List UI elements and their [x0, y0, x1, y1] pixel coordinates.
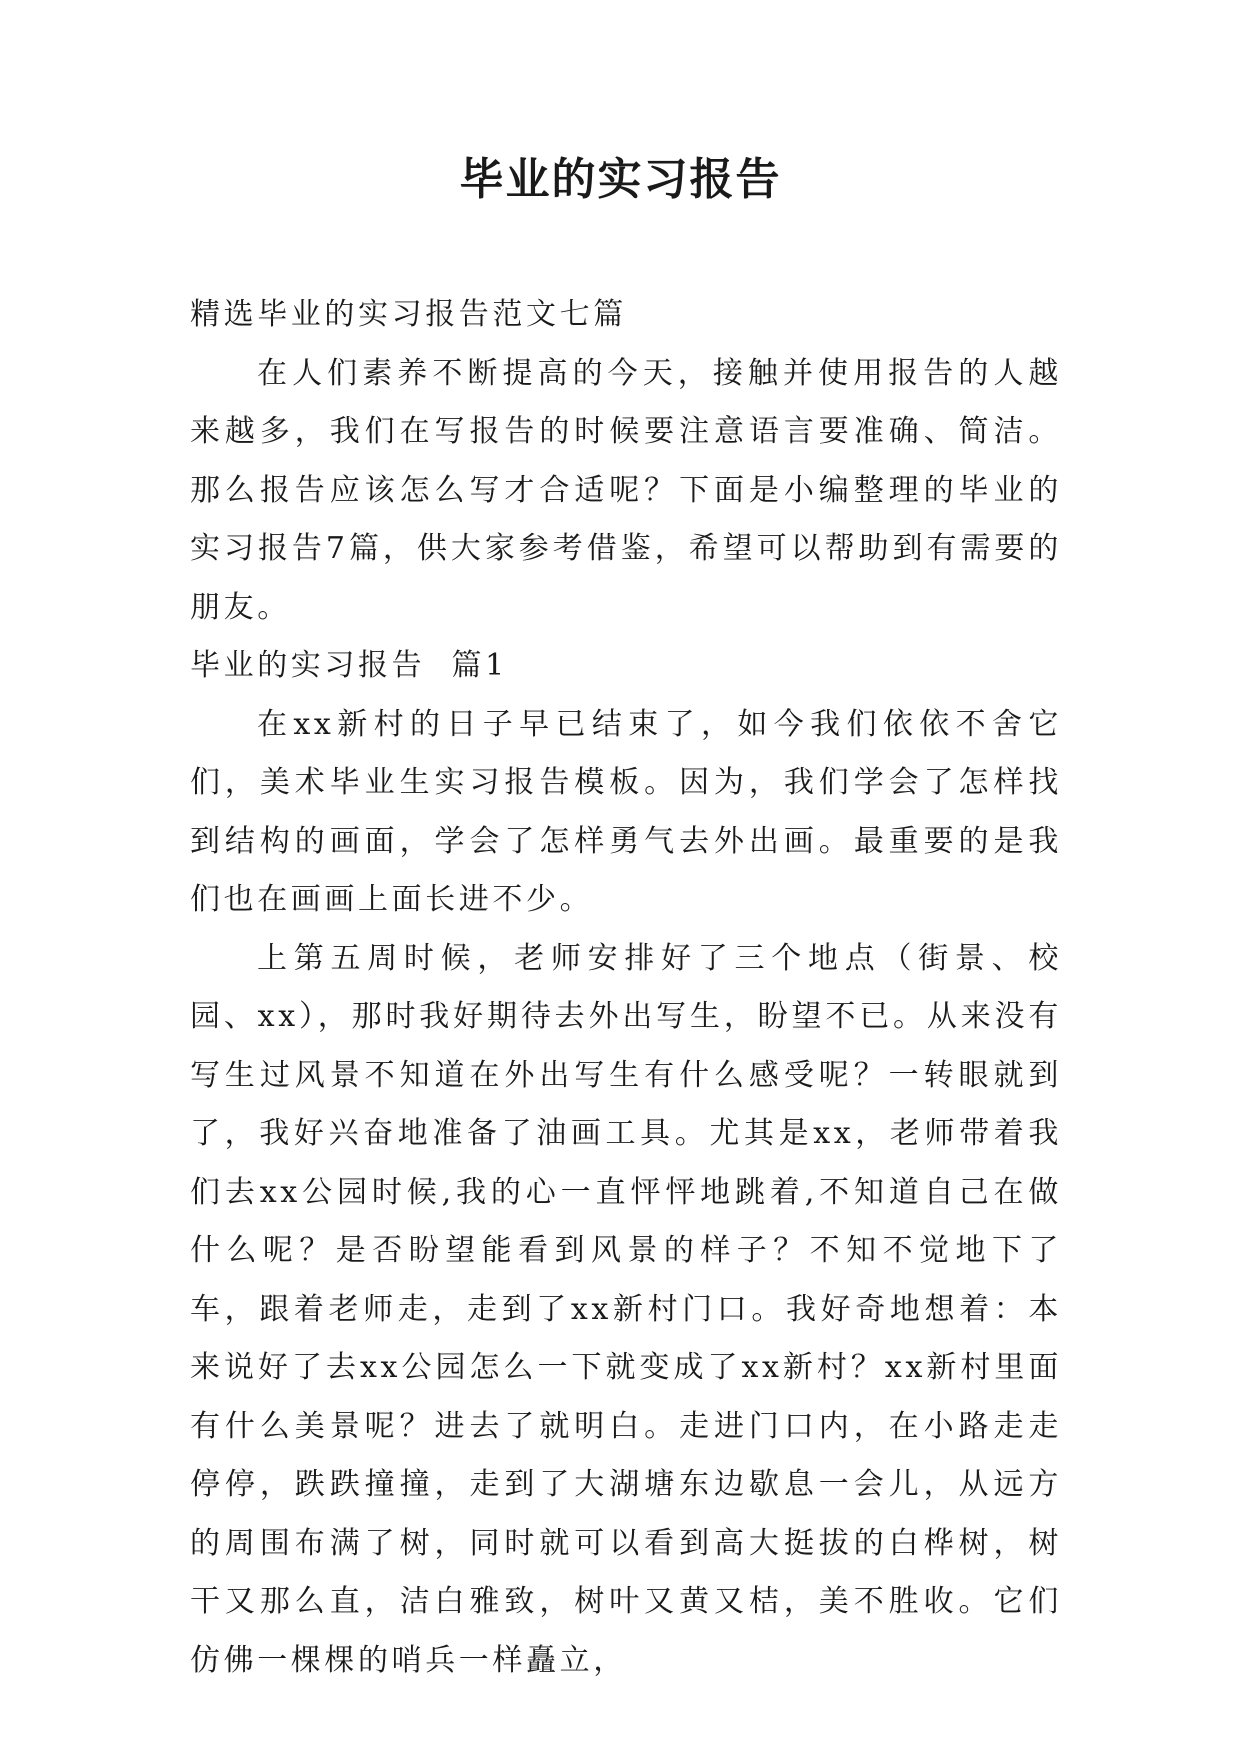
- body-paragraph: 上第五周时候，老师安排好了三个地点（街景、校园、xx），那时我好期待去外出写生，盼望不已。从来没有写生过风景不知道在外出写生有什么感受呢？一转眼就到了，我好兴奋地准备了油画工具。尤其是xx，老师带着我们去xx公园时候,我的心一直怦怦地跳着,不知道自己在做什么呢？是否盼望能看到风景的样子？不知不觉地下了车，跟着老师走，走到了xx新村门口。我好奇地想着：本来说好了去xx公园怎么一下就变成了xx新村？xx新村里面有什么美景呢？进去了就明白。走进门口内，在小路走走停停，跌跌撞撞，走到了大湖塘东边歇息一会儿，从远方的周围布满了树，同时就可以看到高大挺拔的白桦树，树干又那么直，洁白雅致，树叶又黄又桔，美不胜收。它们仿佛一棵棵的哨兵一样矗立，: [190, 940, 1062, 1678]
- body-paragraph: 在xx新村的日子早已结束了，如今我们依依不舍它们，美术毕业生实习报告模板。因为，我们学会了怎样找到结构的画面，学会了怎样勇气去外出画。最重要的是我们也在画画上面长进不少。: [190, 706, 1062, 917]
- section-heading: 毕业的实习报告 篇1: [190, 648, 508, 683]
- intro-paragraph: 在人们素养不断提高的今天，接触并使用报告的人越来越多，我们在写报告的时候要注意语言要准确、简洁。那么报告应该怎么写才合适呢？下面是小编整理的毕业的实习报告7篇，供大家参考借鉴，希望可以帮助到有需要的朋友。: [190, 355, 1062, 625]
- document-body: [190, 286, 1062, 1690]
- document-title: 毕业的实习报告: [459, 154, 782, 205]
- subtitle: 精选毕业的实习报告范文七篇: [190, 297, 627, 332]
